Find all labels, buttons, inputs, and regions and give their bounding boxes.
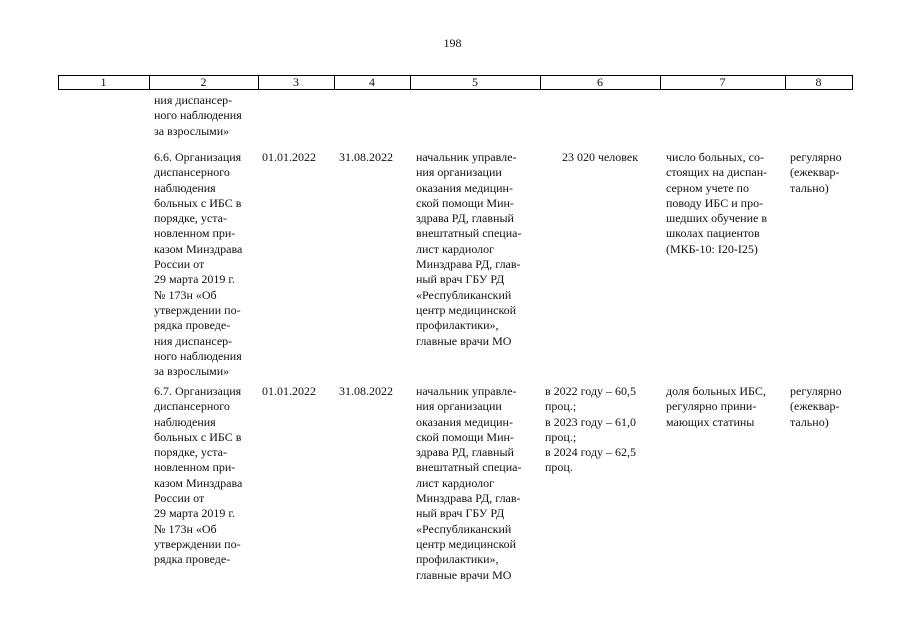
task-description: 6.6. Организация диспансерного наблюдения больных с ИБС в порядке, уста- новленном при- казом Минздрава России от 29 марта 2019 г. № 173н «Об утверждении по- рядка проведе- ния диспансер- ного наблюдения за взрослыми» [154, 150, 243, 379]
start-date: 01.01.2022 [262, 150, 316, 164]
end-date: 31.08.2022 [339, 150, 393, 164]
column-header-8: 8 [815, 75, 822, 89]
indicator: доля больных ИБС, регулярно прини- мающих статины [666, 384, 766, 429]
frequency: регулярно (ежеквар- тально) [790, 150, 842, 195]
frequency: регулярно (ежеквар- тально) [790, 384, 842, 429]
target-value: 23 020 человек [561, 150, 639, 164]
column-header-6: 6 [597, 75, 603, 89]
page-number: 198 [443, 36, 462, 50]
start-date: 01.01.2022 [262, 384, 316, 398]
continuation-text: ния диспансер- ного наблюдения за взрослыми» [154, 93, 242, 138]
column-header-7: 7 [719, 75, 726, 89]
column-header-5: 5 [472, 75, 478, 89]
responsible: начальник управле- ния организации оказания медицин- ской помощи Мин- здрава РД, главный внештатный специа- лист кардиолог Минздрава РД, глав- ный врач ГБУ РД «Республиканский центр медицинской профилактики», главные врачи МО [416, 384, 522, 582]
column-header-4: 4 [369, 75, 375, 89]
column-header-2: 2 [200, 75, 207, 89]
column-header-1: 1 [100, 75, 107, 89]
column-header-3: 3 [293, 75, 299, 89]
column-divider [852, 75, 853, 90]
task-description: 6.7. Организация диспансерного наблюдения больных с ИБС в порядке, уста- новленном при- казом Минздрава России от 29 марта 2019 г. № 173н «Об утверждении по- рядка проведе- [154, 384, 243, 567]
responsible: начальник управле- ния организации оказания медицин- ской помощи Мин- здрава РД, главный внештатный специа- лист кардиолог Минздрава РД, глав- ный врач ГБУ РД «Республиканский центр медицинской профилактики», главные врачи МО [416, 150, 522, 348]
target-value: в 2022 году – 60,5 проц.; в 2023 году – 61,0 проц.; в 2024 году – 62,5 проц. [545, 384, 637, 475]
end-date: 31.08.2022 [339, 384, 393, 398]
indicator: число больных, со- стоящих на диспан- серном учете по поводу ИБС и про- шедших обучение в школах пациентов (МКБ-10: I20-I25) [666, 150, 768, 256]
